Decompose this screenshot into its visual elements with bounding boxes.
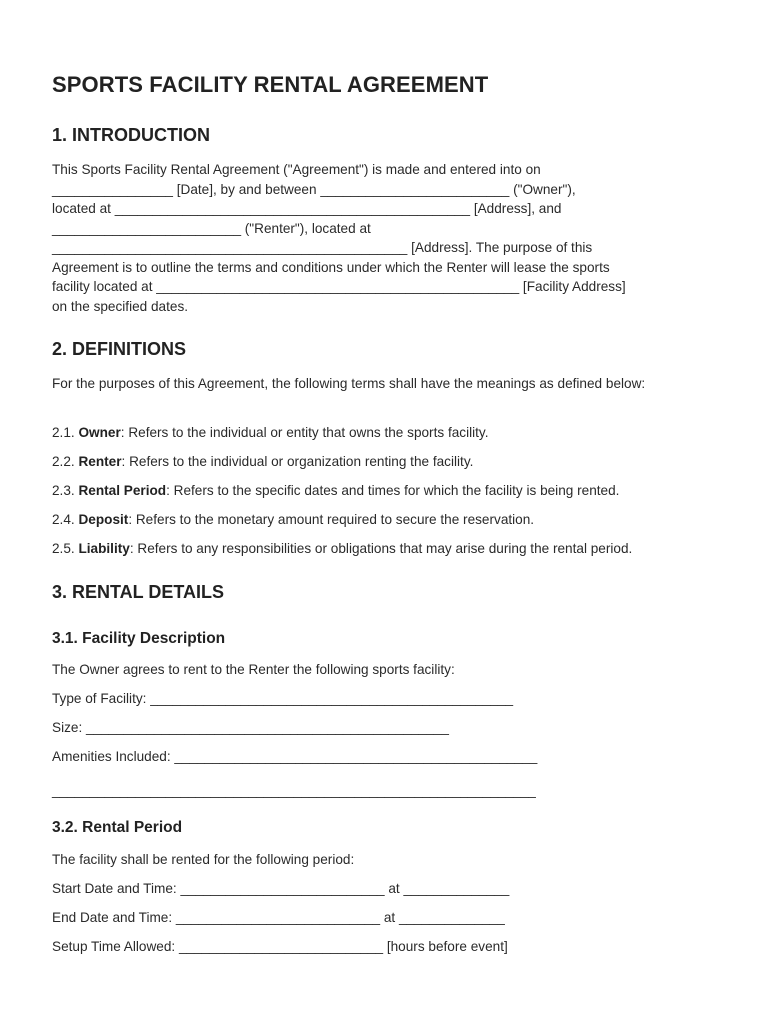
intro-line: Agreement is to outline the terms and conditions under which the Renter will lease the sports xyxy=(52,259,610,275)
type-of-facility-field: Type of Facility: ________________________________________________ xyxy=(52,691,514,706)
size-field: Size: ________________________________________________ xyxy=(52,720,449,735)
definition-text: : Refers to the monetary amount required to secure the reservation. xyxy=(128,512,535,527)
definition-number: 2.5. xyxy=(52,541,79,556)
end-date-time-field: End Date and Time: ___________________________ at ______________ xyxy=(52,910,505,925)
definition-number: 2.2. xyxy=(52,454,79,469)
setup-time-field: Setup Time Allowed: ___________________________ [hours before event] xyxy=(52,939,508,954)
document-title: SPORTS FACILITY RENTAL AGREEMENT xyxy=(52,72,489,97)
definition-text: : Refers to the individual or entity that owns the sports facility. xyxy=(120,425,489,440)
definition-term: Renter xyxy=(78,454,122,469)
section-definitions-heading: 2. DEFINITIONS xyxy=(52,339,187,359)
intro-line: on the specified dates. xyxy=(52,298,189,314)
rental-period-heading: 3.2. Rental Period xyxy=(52,819,183,836)
definition-number: 2.3. xyxy=(52,483,79,498)
facility-description-heading: 3.1. Facility Description xyxy=(52,630,226,647)
definitions-intro: For the purposes of this Agreement, the following terms shall have the meanings as defined below: xyxy=(52,376,646,391)
definition-term: Owner xyxy=(78,425,121,440)
intro-line: ________________ [Date], by and between _________________________ ("Owner"), xyxy=(52,181,576,197)
intro-line: _________________________ ("Renter"), located at xyxy=(52,220,371,236)
definition-text: : Refers to the individual or organization renting the facility. xyxy=(121,454,474,469)
section-introduction-heading: 1. INTRODUCTION xyxy=(52,125,211,145)
amenities-continuation-line: ________________________________________________________________ xyxy=(52,783,536,798)
amenities-field: Amenities Included: ________________________________________________ xyxy=(52,749,538,764)
intro-line: facility located at ________________________________________________ [Facility Address] xyxy=(52,279,626,294)
facility-intro: The Owner agrees to rent to the Renter the following sports facility: xyxy=(52,662,455,677)
definition-term: Rental Period xyxy=(78,483,167,498)
start-date-time-field: Start Date and Time: ___________________________ at ______________ xyxy=(52,881,510,896)
section-rental-details-heading: 3. RENTAL DETAILS xyxy=(52,582,225,602)
intro-line: _______________________________________________ [Address]. The purpose of this xyxy=(52,240,593,255)
definition-item-renter xyxy=(52,452,473,472)
definition-text: : Refers to the specific dates and times for which the facility is being rented. xyxy=(166,483,620,498)
definition-item-owner xyxy=(52,423,488,443)
intro-line: located at _______________________________________________ [Address], and xyxy=(52,201,562,216)
definition-term: Liability xyxy=(78,541,130,556)
definition-item-deposit xyxy=(52,510,534,530)
definition-item-rental-period xyxy=(52,481,619,501)
definition-item-liability xyxy=(52,539,632,559)
rental-period-intro: The facility shall be rented for the following period: xyxy=(52,852,355,867)
definition-term: Deposit xyxy=(78,512,129,527)
intro-line: This Sports Facility Rental Agreement ("Agreement") is made and entered into on xyxy=(52,162,541,177)
definition-number: 2.4. xyxy=(52,512,79,527)
definition-text: : Refers to any responsibilities or obligations that may arise during the rental period. xyxy=(129,541,633,556)
definition-number: 2.1. xyxy=(52,425,79,440)
